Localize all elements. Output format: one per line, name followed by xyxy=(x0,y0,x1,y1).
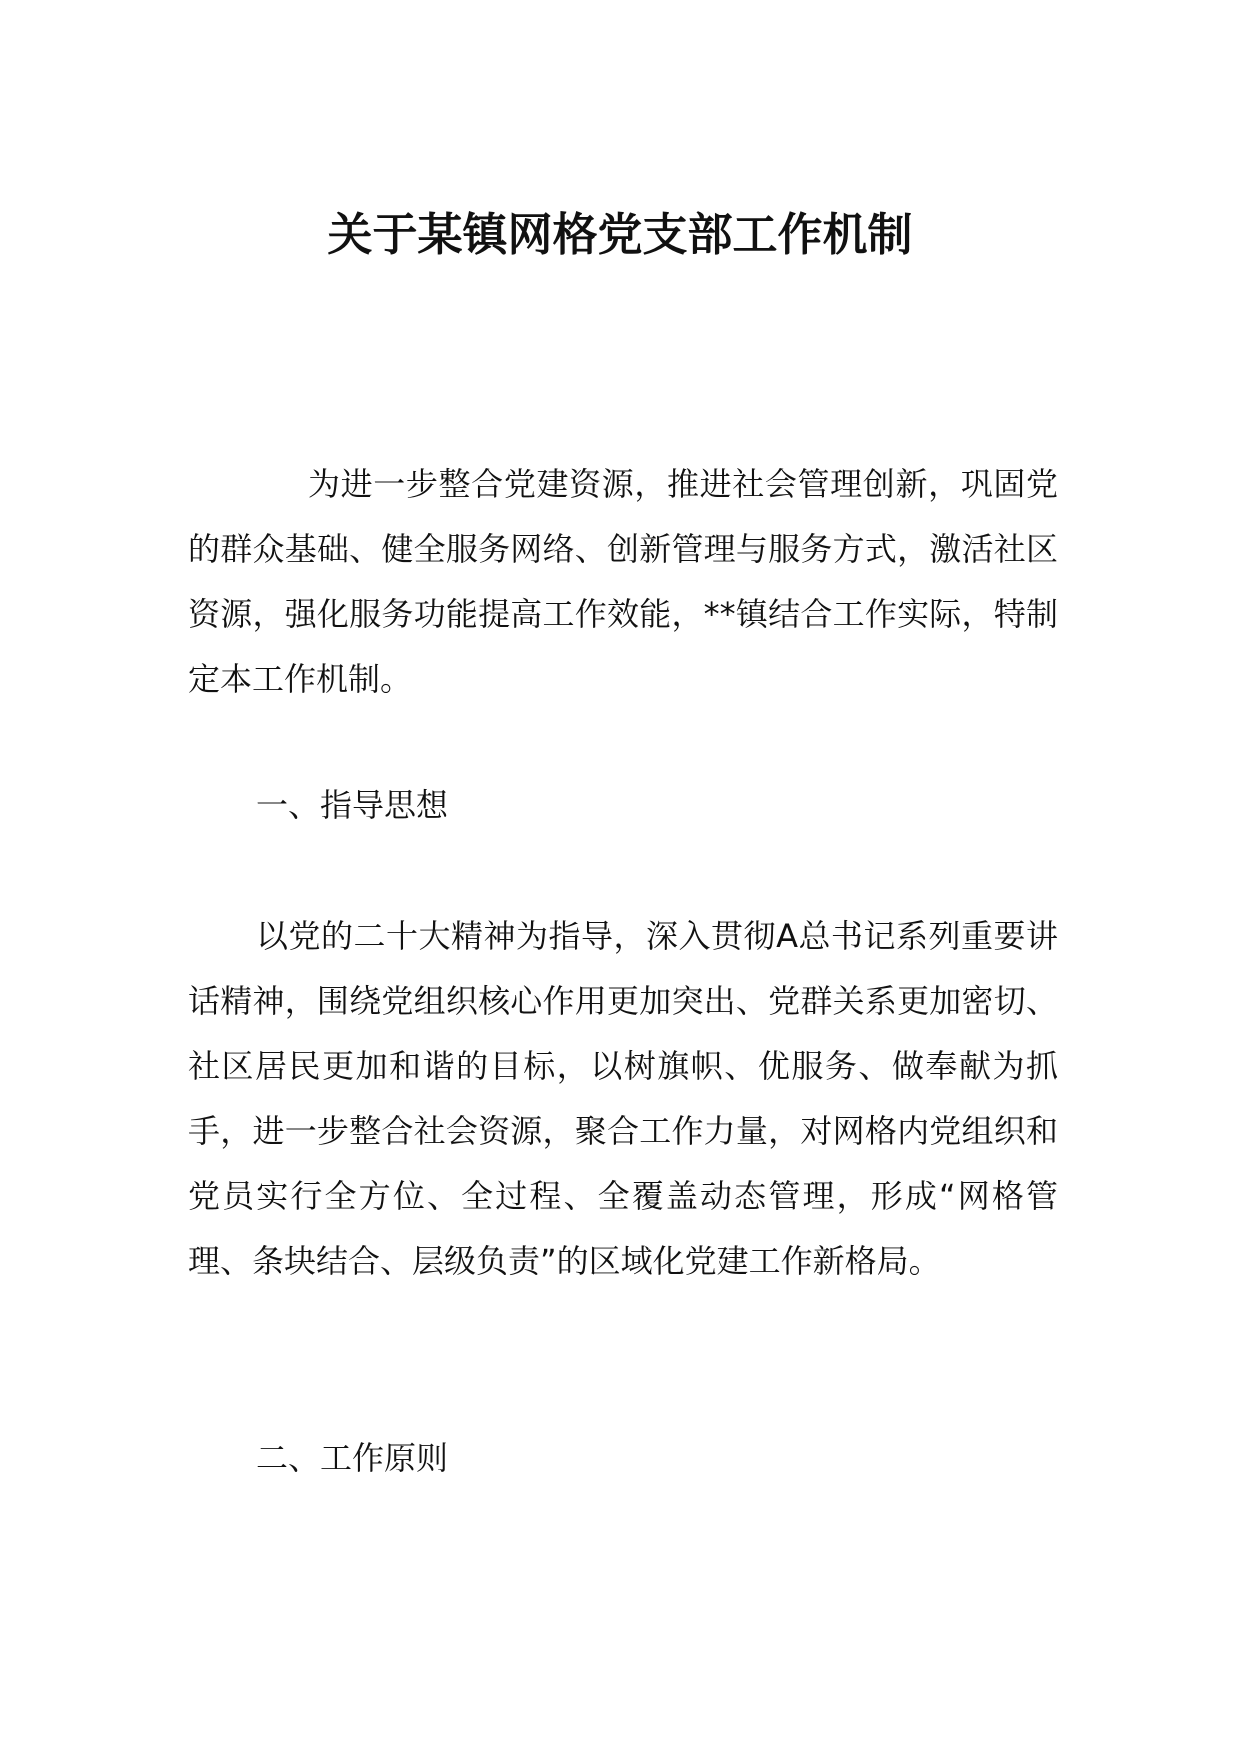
intro-paragraph: 为进一步整合党建资源，推进社会管理创新，巩固党的群众基础、健全服务网络、创新管理与服务方式，激活社区资源，强化服务功能提高工作效能，**镇结合工作实际，特制定本工作机制。 xyxy=(188,465,1058,698)
guiding-ideology-paragraph: 以党的二十大精神为指导，深入贯彻A总书记系列重要讲话精神，围绕党组织核心作用更加突出、党群关系更加密切、社区居民更加和谐的目标，以树旗帜、优服务、做奉献为抓手，进一步整合社会资源，聚合工作力量，对网格内党组织和党员实行全方位、全过程、全覆盖动态管理，形成“网格管理、条块结合、层级负责”的区域化党建工作新格局。 xyxy=(188,917,1058,1280)
document-title: 关于某镇网格党支部工作机制 xyxy=(327,208,913,261)
section-heading-guiding-ideology: 一、指导思想 xyxy=(256,786,449,824)
section-heading-work-principles: 二、工作原则 xyxy=(256,1439,449,1477)
